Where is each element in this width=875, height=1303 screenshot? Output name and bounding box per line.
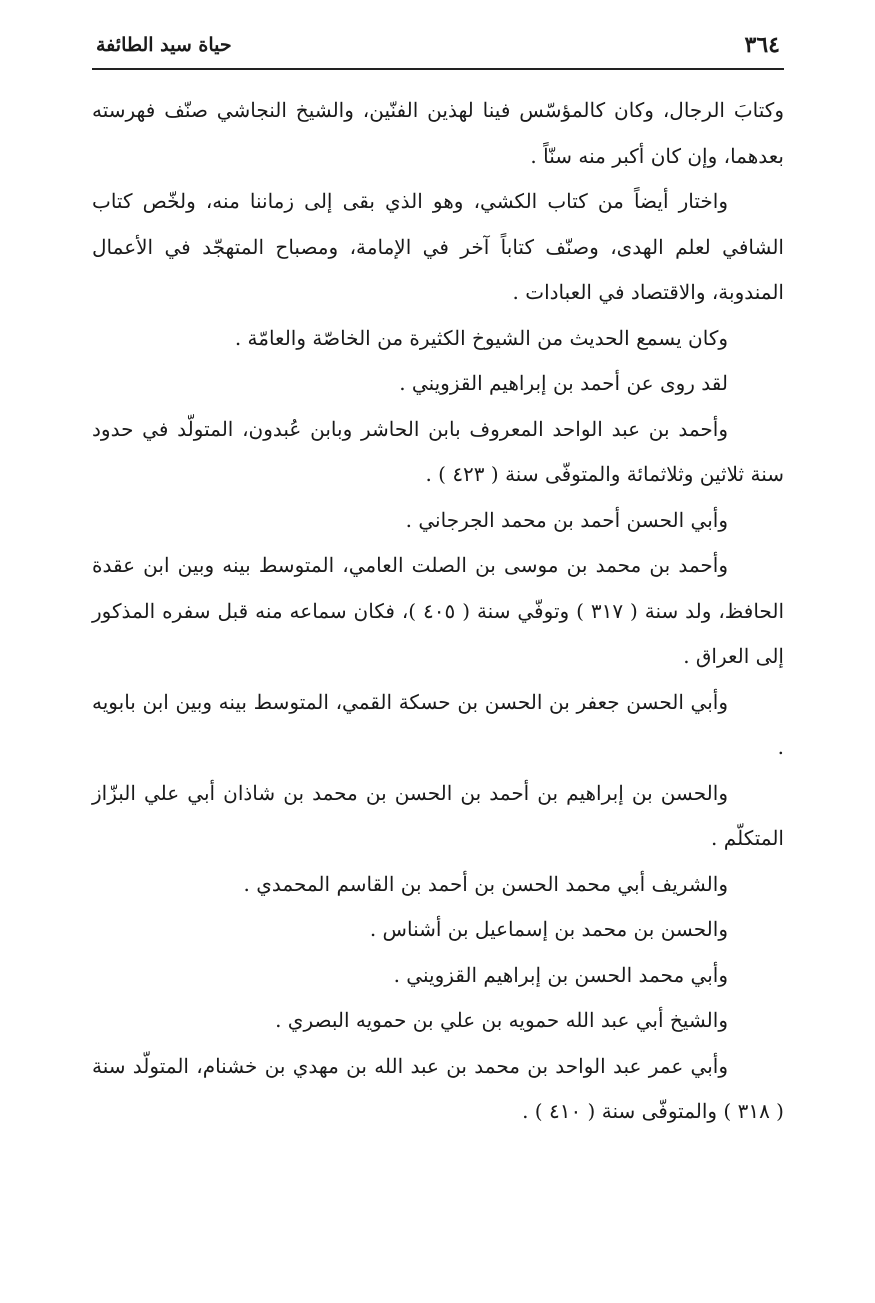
paragraph: وأبي محمد الحسن بن إبراهيم القزويني . (393, 962, 728, 987)
paragraph: والشيخ أبي عبد الله حمويه بن علي بن حمويه البصري . (275, 1008, 728, 1032)
page-header (92, 28, 784, 70)
paragraph: لقد روى عن أحمد بن إبراهيم القزويني . (399, 371, 728, 395)
paragraph: وأبي الحسن جعفر بن الحسن بن حسكة القمي، المتوسط بينه وبين ابن بابويه . (92, 689, 784, 759)
paragraph: وكتابَ الرجال، وكان كالمؤسّس فينا لهذين الفنّين، والشيخ النجاشي صنّف فهرسته بعدهما، وإن كان أكبر منه سنّاً . (92, 98, 784, 168)
running-title: حياة سيد الطائفة (96, 34, 232, 56)
paragraph: وأحمد بن عبد الواحد المعروف بابن الحاشر وبابن عُبدون، المتولّد في حدود سنة ثلاثين وثلاثمائة والمتوفّى سنة ( ٤٢٣ ) . (92, 416, 784, 486)
paragraph: وأبي الحسن أحمد بن محمد الجرجاني . (405, 507, 728, 532)
body-text (92, 88, 784, 1135)
paragraph: والحسن بن إبراهيم بن أحمد بن الحسن بن محمد بن شاذان أبي علي البزّاز المتكلّم . (92, 780, 784, 850)
paragraph: والحسن بن محمد بن إسماعيل بن أشناس . (369, 917, 728, 941)
paragraph: وأبي عمر عبد الواحد بن محمد بن عبد الله بن مهدي بن خشنام، المتولّد سنة ( ٣١٨ ) والمتوفّى سنة ( ٤١٠ ) . (92, 1053, 784, 1123)
book-page (92, 28, 784, 1135)
paragraph: والشريف أبي محمد الحسن بن أحمد بن القاسم المحمدي . (243, 871, 728, 896)
paragraph: واختار أيضاً من كتاب الكشي، وهو الذي بقى إلى زماننا منه، ولخّص كتاب الشافي لعلم الهدى، وصنّف كتاباً آخر في الإمامة، ومصباح المتهجّد في الأعمال المندوبة، والاقتصاد في العبادات . (92, 189, 784, 304)
paragraph: وكان يسمع الحديث من الشيوخ الكثيرة من الخاصّة والعامّة . (234, 325, 728, 350)
paragraph: وأحمد بن محمد بن موسى بن الصلت العامي، المتوسط بينه وبين ابن عقدة الحافظ، ولد سنة ( ٣١٧ ) وتوفّي سنة ( ٤٠٥ )، فكان سماعه منه قبل سفره المذكور إلى العراق . (92, 553, 784, 668)
page-number: ٣٦٤ (744, 32, 780, 58)
